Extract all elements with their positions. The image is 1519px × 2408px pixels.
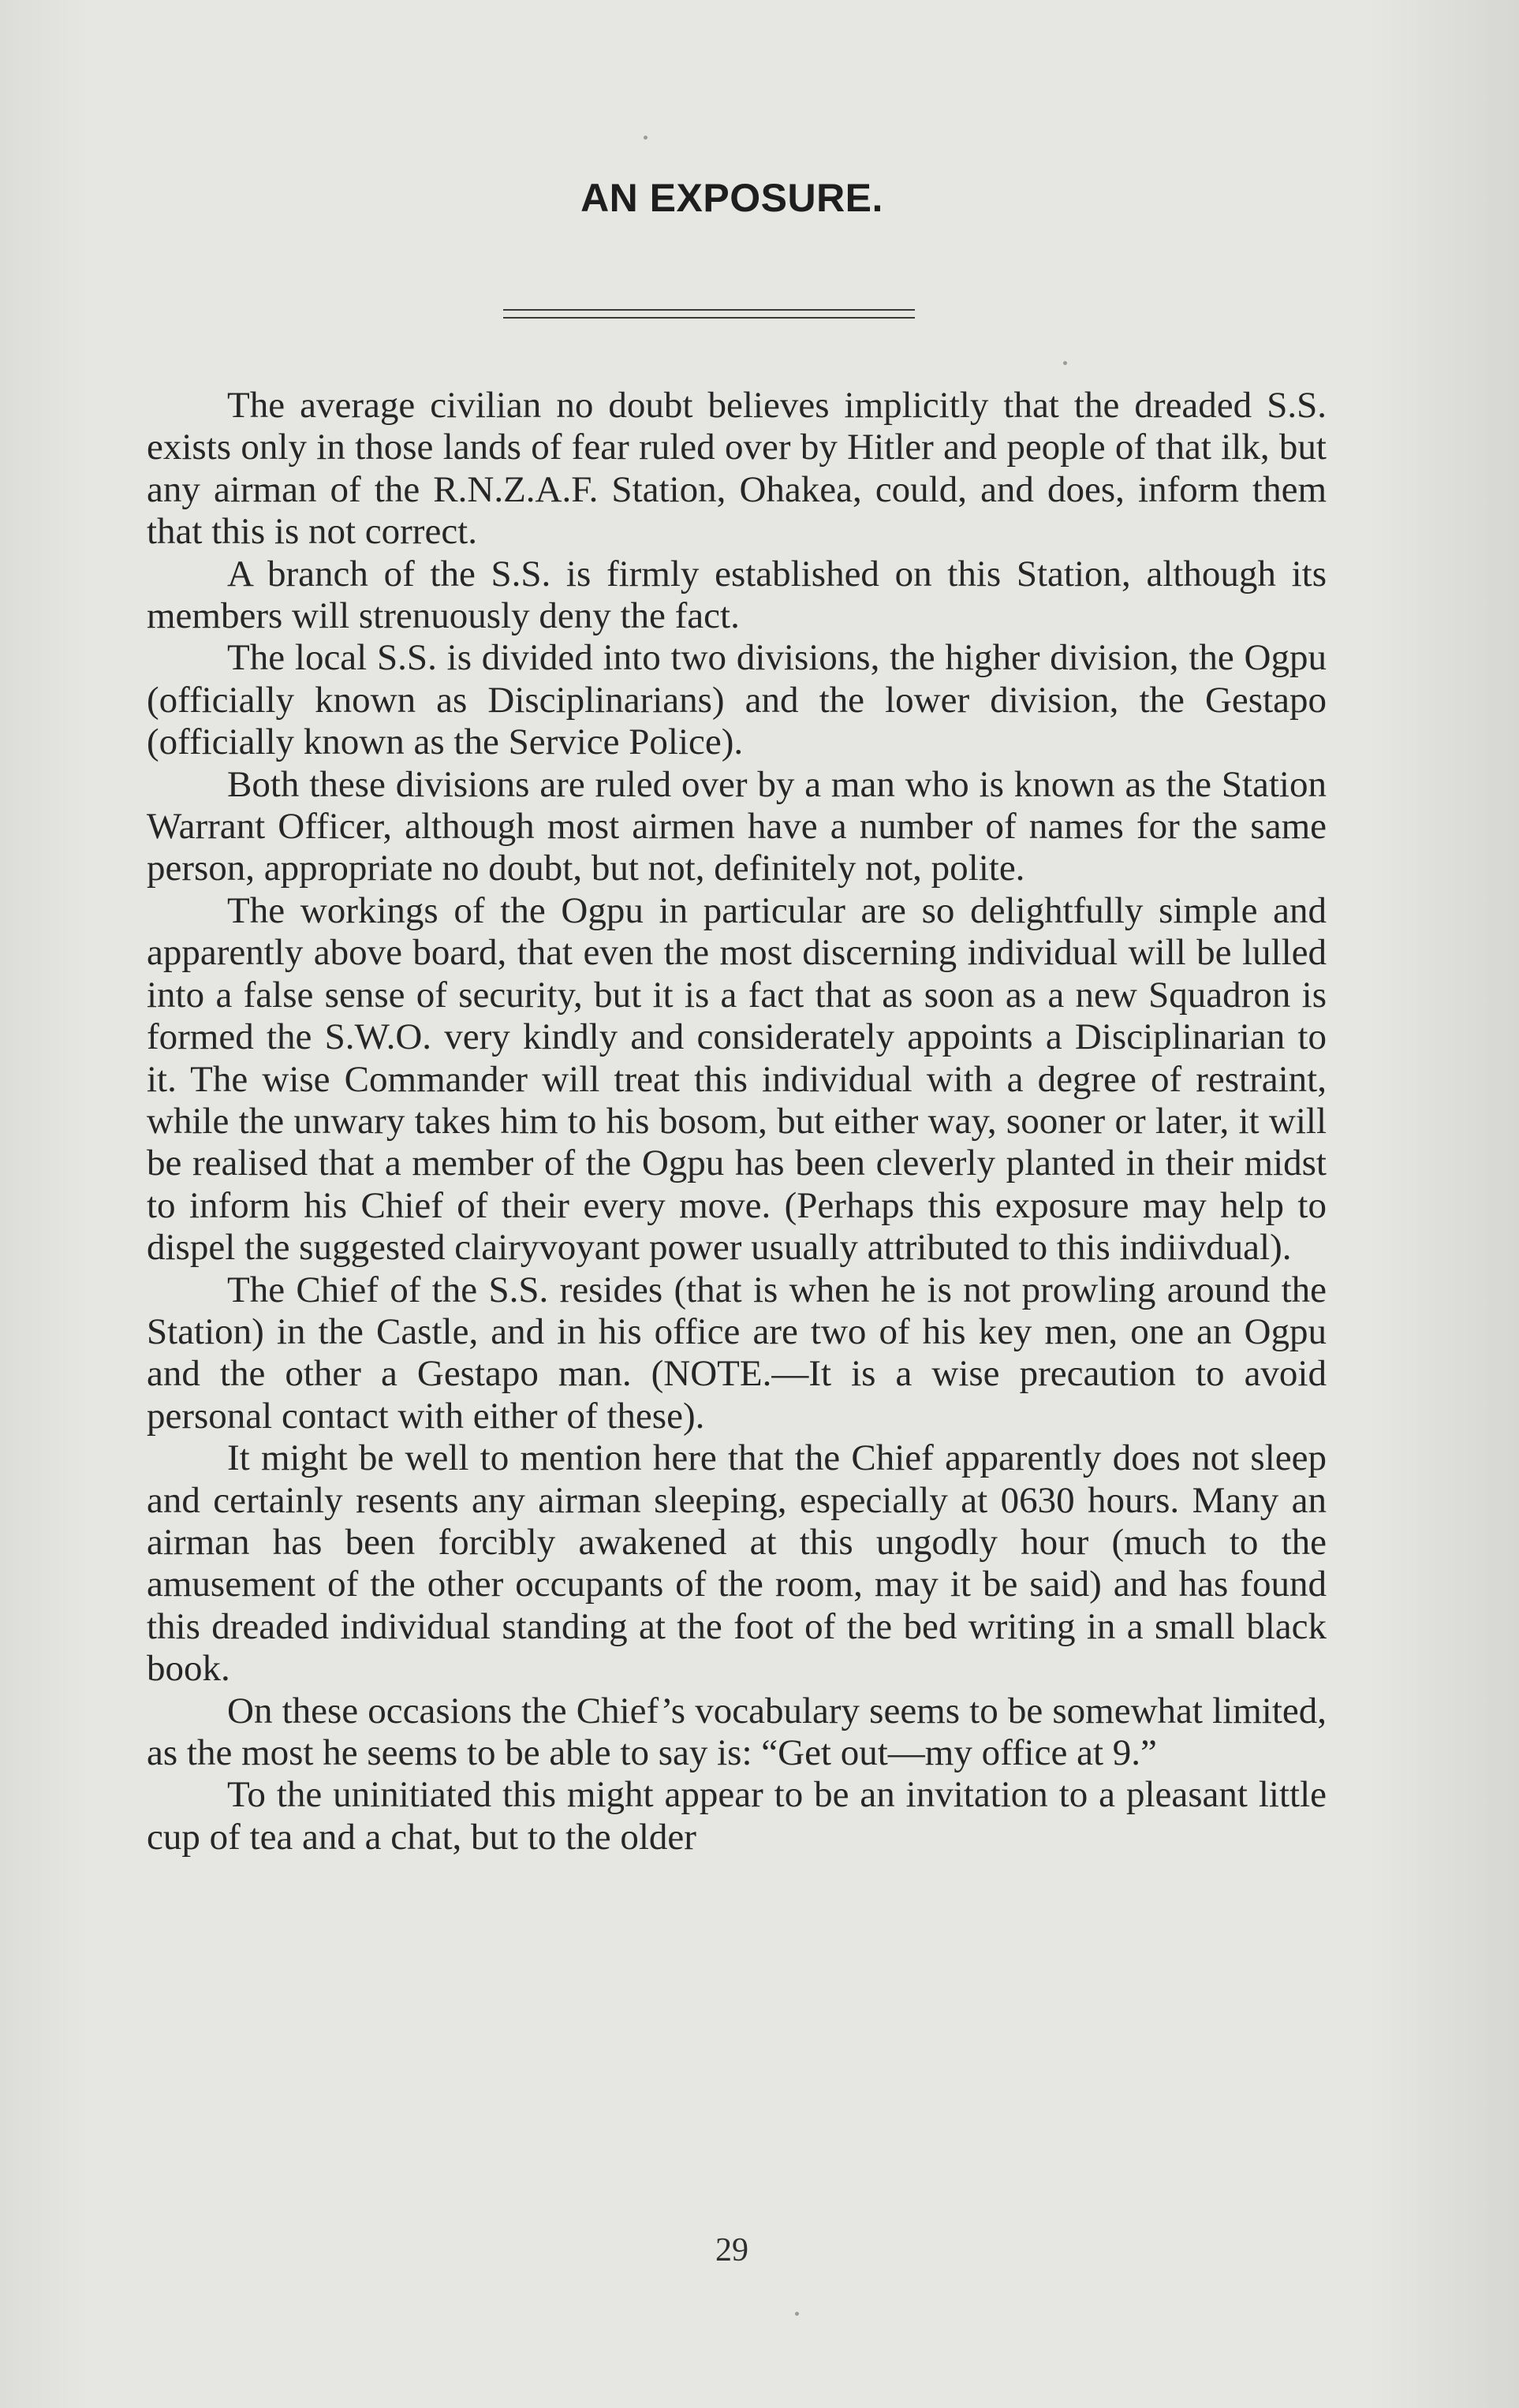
ink-speck [795, 2312, 799, 2316]
ink-speck [1063, 361, 1067, 365]
page-number: 29 [715, 2232, 748, 2268]
paragraph: Both these divisions are ruled over by a man who is known as the Station Warrant Officer, although most airmen have a number of names for the same person, appropriate no doubt, but not, definitely not, polite. [147, 763, 1327, 889]
article-title: AN EXPOSURE. [580, 176, 883, 220]
paragraph: The local S.S. is divided into two divisions, the higher division, the Ogpu (officially known as Disciplinarians) and the lower division, the Gestapo (officially known as the Service Police). [147, 637, 1327, 763]
paragraph: The average civilian no doubt believes implicitly that the dreaded S.S. exists only in those lands of fear ruled over by Hitler and people of that ilk, but any airman of the R.N.Z.A.F. Station, Ohakea, could, and does, inform them that this is not correct. [147, 385, 1327, 553]
title-rule-top [503, 309, 915, 311]
paragraph: On these occasions the Chief’s vocabulary seems to be somewhat limited, as the most he seems to be able to say is: “Get out—my office at 9.” [147, 1690, 1327, 1773]
paragraph: To the uninitiated this might appear to be an invitation to a pleasant little cup of tea and a chat, but to the older [147, 1774, 1327, 1858]
paragraph: The Chief of the S.S. resides (that is when he is not prowling around the Station) in the Castle, and in his office are two of his key men, one an Ogpu and the other a Gestapo man. (NOTE.—It is a wise precaution to avoid personal contact with either of these). [147, 1269, 1327, 1437]
article-body [147, 385, 1327, 1858]
paragraph: The workings of the Ogpu in particular are so delightfully simple and apparently above board, that even the most discerning individual will be lulled into a false sense of security, but it is a fact that as soon as a new Squadron is formed the S.W.O. very kindly and considerately appoints a Disciplinarian to it. The wise Commander will treat this individual with a degree of restraint, while the unwary takes him to his bosom, but either way, sooner or later, it will be realised that a member of the Ogpu has been cleverly planted in their midst to inform his Chief of their every move. (Perhaps this exposure may help to dispel the suggested clairyvoyant power usually attributed to this indiivdual). [147, 889, 1327, 1269]
paragraph: A branch of the S.S. is firmly established on this Station, although its members will strenuously deny the fact. [147, 553, 1327, 637]
ink-speck [644, 136, 648, 140]
title-rule-bottom [503, 317, 915, 319]
paragraph: It might be well to mention here that the Chief apparently does not sleep and certainly resents any airman sleeping, especially at 0630 hours. Many an airman has been forcibly awakened at this ungodly hour (much to the amusement of the other occupants of the room, may it be said) and has found this dreaded individual standing at the foot of the bed writing in a small black book. [147, 1437, 1327, 1690]
